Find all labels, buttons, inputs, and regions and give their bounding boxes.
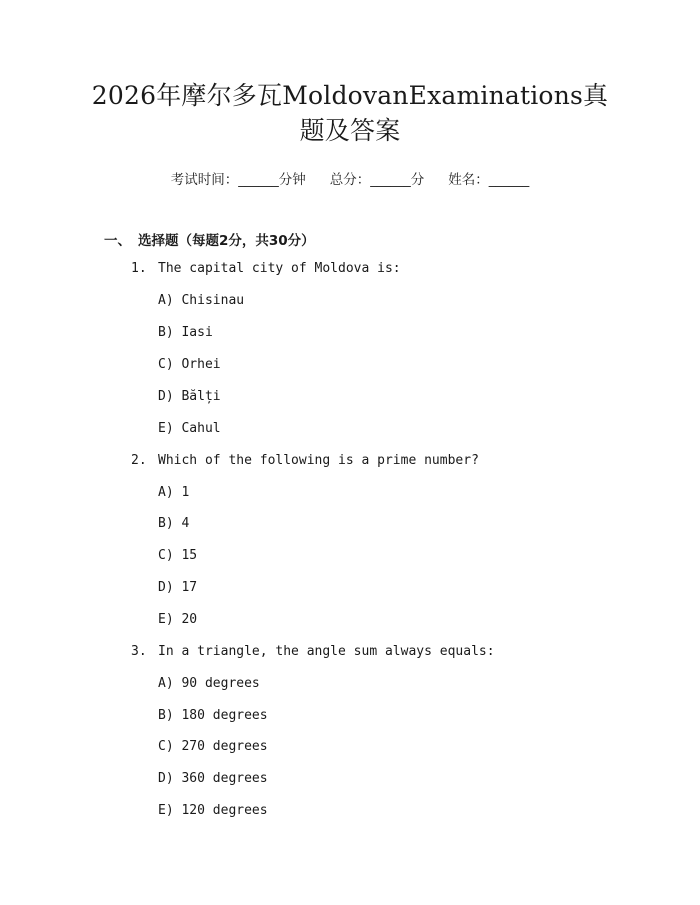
- question-1: [131, 261, 401, 276]
- option-1b: B) Iasi: [158, 325, 213, 340]
- option-2d: D) 17: [158, 580, 198, 595]
- question-text: The capital city of Moldova is:: [158, 261, 401, 276]
- question-2: [131, 453, 479, 468]
- question-number: 2.: [131, 453, 147, 468]
- exam-meta: [0, 168, 700, 188]
- option-3e: E) 120 degrees: [158, 803, 268, 818]
- option-2e: E) 20: [158, 612, 198, 627]
- question-number: 1.: [131, 261, 147, 276]
- total-score-field: 总分：______分: [329, 172, 425, 188]
- option-3a: A) 90 degrees: [158, 676, 260, 691]
- section-title: 选择题（每题2分，共30分）: [138, 233, 315, 249]
- option-2c: C) 15: [158, 548, 198, 563]
- option-1a: A) Chisinau: [158, 293, 245, 308]
- option-1c: C) Orhei: [158, 357, 221, 372]
- option-1d: D) Bălți: [158, 389, 221, 404]
- page-title: [90, 78, 610, 148]
- option-2b: B) 4: [158, 516, 190, 531]
- option-1e: E) Cahul: [158, 421, 221, 436]
- title-line-2: 题及答案: [299, 116, 401, 145]
- exam-time-field: 考试时间：______分钟: [170, 172, 306, 188]
- section-heading: [104, 229, 315, 249]
- option-2a: A) 1: [158, 485, 190, 500]
- question-3: [131, 644, 495, 659]
- option-3d: D) 360 degrees: [158, 771, 268, 786]
- option-3c: C) 270 degrees: [158, 739, 268, 754]
- student-name-field: 姓名：______: [448, 172, 530, 188]
- question-text: In a triangle, the angle sum always equals:: [158, 644, 495, 659]
- title-line-1: 2026年摩尔多瓦MoldovanExaminations真: [91, 81, 609, 110]
- question-number: 3.: [131, 644, 147, 659]
- question-text: Which of the following is a prime number?: [158, 453, 479, 468]
- option-3b: B) 180 degrees: [158, 708, 268, 723]
- section-number: 一、: [104, 233, 131, 249]
